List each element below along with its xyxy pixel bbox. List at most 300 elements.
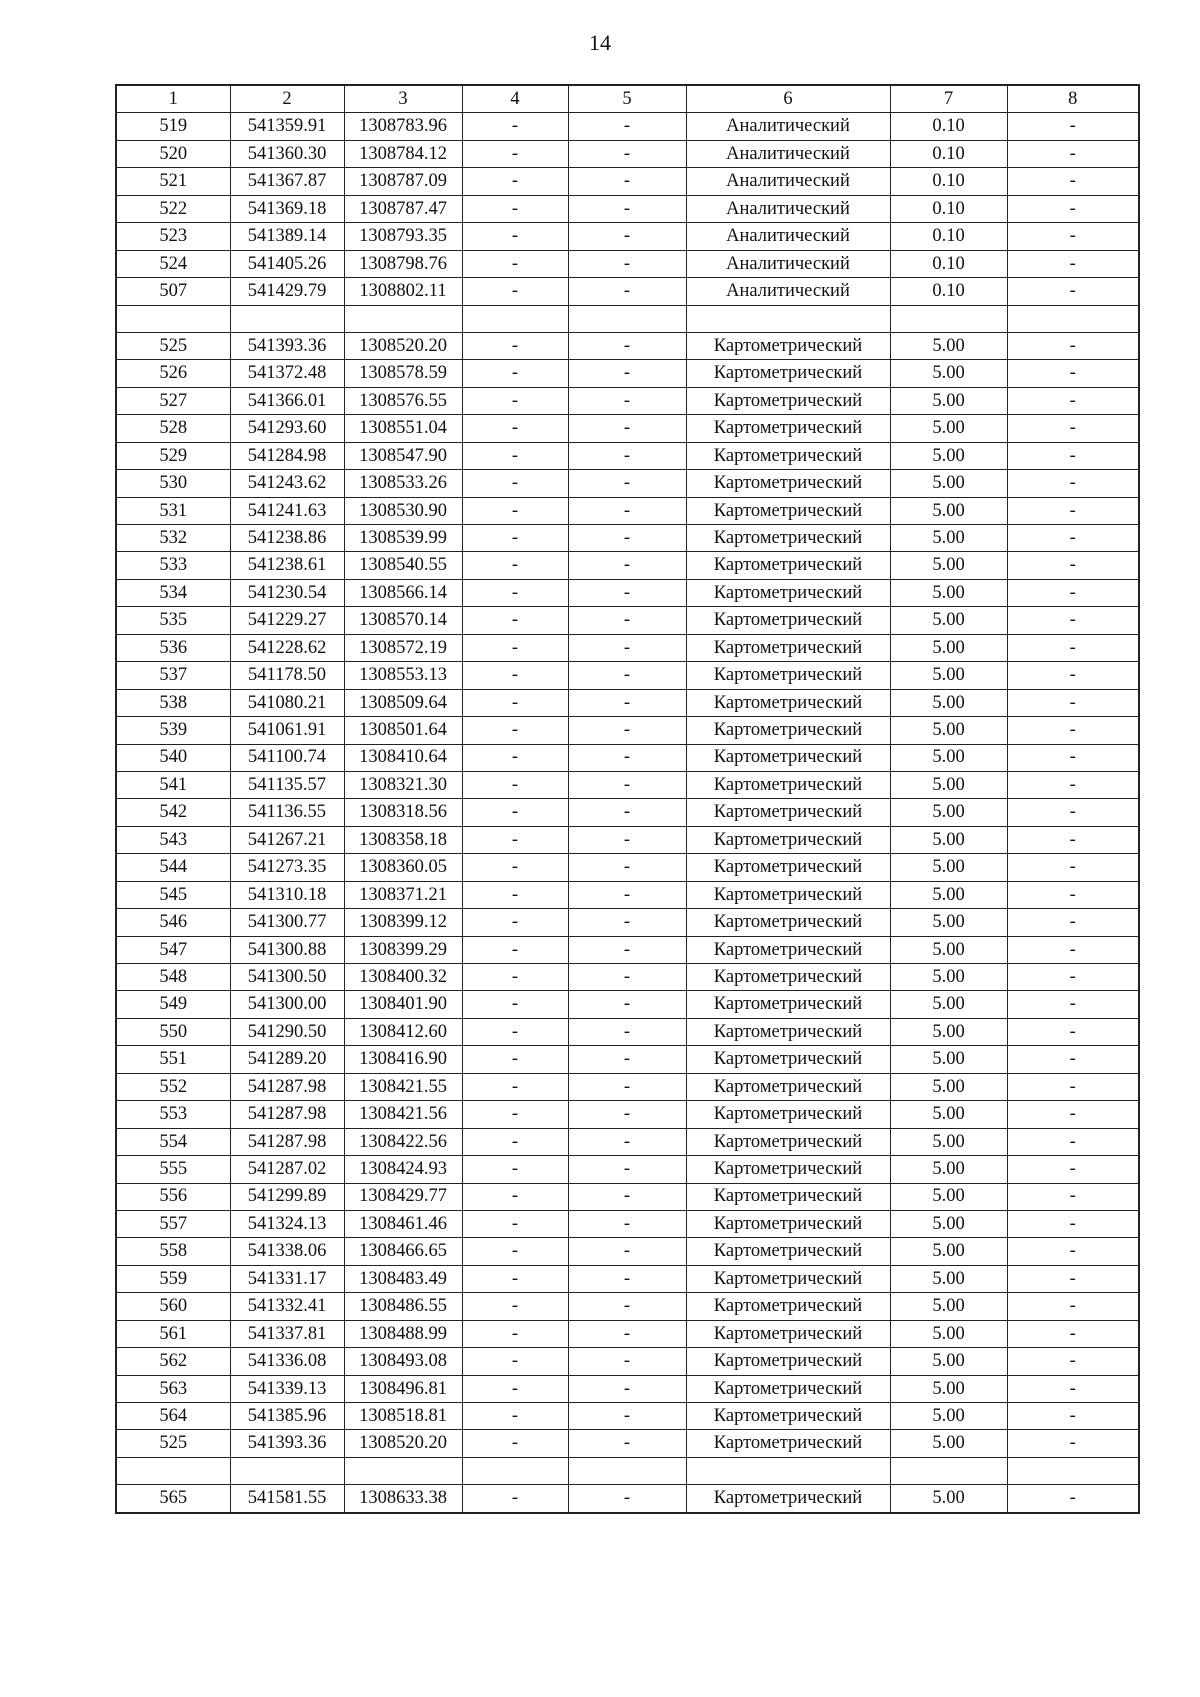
point-number-cell: 545	[116, 881, 230, 908]
col4-cell: -	[462, 1265, 568, 1292]
y-coordinate-cell: 1308547.90	[344, 442, 462, 469]
y-coordinate-cell: 1308533.26	[344, 470, 462, 497]
table-row	[116, 1375, 1139, 1402]
method-cell: Картометрический	[686, 1265, 890, 1292]
col5-cell: -	[568, 387, 686, 414]
x-coordinate-cell: 541332.41	[230, 1293, 344, 1320]
col8-cell: -	[1007, 332, 1139, 359]
col4-cell: -	[462, 1375, 568, 1402]
col4-cell: -	[462, 332, 568, 359]
col5-cell: -	[568, 1320, 686, 1347]
method-cell: Аналитический	[686, 223, 890, 250]
col5-cell: -	[568, 525, 686, 552]
y-coordinate-cell: 1308798.76	[344, 250, 462, 277]
table-row	[116, 223, 1139, 250]
method-cell: Картометрический	[686, 607, 890, 634]
point-number-cell: 523	[116, 223, 230, 250]
accuracy-cell: 5.00	[890, 552, 1007, 579]
col5-cell: -	[568, 881, 686, 908]
column-header: 8	[1007, 85, 1139, 113]
col4-cell: -	[462, 1293, 568, 1320]
y-coordinate-cell: 1308422.56	[344, 1128, 462, 1155]
col4-cell: -	[462, 799, 568, 826]
accuracy-cell: 5.00	[890, 909, 1007, 936]
x-coordinate-cell: 541178.50	[230, 662, 344, 689]
accuracy-cell: 5.00	[890, 936, 1007, 963]
y-coordinate-cell: 1308787.47	[344, 195, 462, 222]
col8-cell: -	[1007, 168, 1139, 195]
accuracy-cell: 0.10	[890, 278, 1007, 305]
point-number-cell: 520	[116, 140, 230, 167]
col5-cell: -	[568, 1293, 686, 1320]
accuracy-cell: 5.00	[890, 415, 1007, 442]
point-number-cell: 549	[116, 991, 230, 1018]
y-coordinate-cell	[344, 305, 462, 332]
point-number-cell: 548	[116, 964, 230, 991]
method-cell: Картометрический	[686, 1485, 890, 1513]
table-row	[116, 1183, 1139, 1210]
page-number: 14	[589, 30, 611, 55]
col4-cell: -	[462, 1128, 568, 1155]
col8-cell: -	[1007, 442, 1139, 469]
col4-cell: -	[462, 470, 568, 497]
y-coordinate-cell: 1308400.32	[344, 964, 462, 991]
accuracy-cell: 5.00	[890, 1348, 1007, 1375]
y-coordinate-cell: 1308530.90	[344, 497, 462, 524]
accuracy-cell: 5.00	[890, 991, 1007, 1018]
table-row	[116, 607, 1139, 634]
table-row	[116, 1210, 1139, 1237]
point-number-cell: 531	[116, 497, 230, 524]
x-coordinate-cell: 541229.27	[230, 607, 344, 634]
table-row	[116, 1293, 1139, 1320]
point-number-cell: 556	[116, 1183, 230, 1210]
table-row	[116, 470, 1139, 497]
col8-cell: -	[1007, 1430, 1139, 1457]
col4-cell: -	[462, 634, 568, 661]
col8-cell: -	[1007, 771, 1139, 798]
y-coordinate-cell: 1308566.14	[344, 579, 462, 606]
col5-cell: -	[568, 278, 686, 305]
method-cell	[686, 1457, 890, 1484]
col4-cell: -	[462, 113, 568, 140]
method-cell: Картометрический	[686, 415, 890, 442]
x-coordinate-cell: 541273.35	[230, 854, 344, 881]
col8-cell: -	[1007, 689, 1139, 716]
x-coordinate-cell: 541300.88	[230, 936, 344, 963]
y-coordinate-cell: 1308318.56	[344, 799, 462, 826]
method-cell: Картометрический	[686, 552, 890, 579]
column-header: 5	[568, 85, 686, 113]
col8-cell: -	[1007, 964, 1139, 991]
x-coordinate-cell: 541289.20	[230, 1046, 344, 1073]
col8-cell: -	[1007, 579, 1139, 606]
accuracy-cell: 5.00	[890, 525, 1007, 552]
col8-cell: -	[1007, 113, 1139, 140]
accuracy-cell: 5.00	[890, 607, 1007, 634]
col8-cell: -	[1007, 717, 1139, 744]
accuracy-cell: 5.00	[890, 1293, 1007, 1320]
method-cell	[686, 305, 890, 332]
col5-cell: -	[568, 579, 686, 606]
method-cell: Картометрический	[686, 1348, 890, 1375]
col5-cell	[568, 305, 686, 332]
method-cell: Картометрический	[686, 1375, 890, 1402]
method-cell: Картометрический	[686, 525, 890, 552]
y-coordinate-cell: 1308321.30	[344, 771, 462, 798]
col4-cell: -	[462, 1018, 568, 1045]
column-header: 7	[890, 85, 1007, 113]
accuracy-cell: 5.00	[890, 1320, 1007, 1347]
table-row	[116, 717, 1139, 744]
col8-cell: -	[1007, 1101, 1139, 1128]
col8-cell: -	[1007, 1156, 1139, 1183]
y-coordinate-cell: 1308401.90	[344, 991, 462, 1018]
x-coordinate-cell: 541405.26	[230, 250, 344, 277]
x-coordinate-cell: 541359.91	[230, 113, 344, 140]
col5-cell: -	[568, 1403, 686, 1430]
col4-cell: -	[462, 964, 568, 991]
x-coordinate-cell: 541393.36	[230, 1430, 344, 1457]
method-cell: Картометрический	[686, 909, 890, 936]
point-number-cell: 530	[116, 470, 230, 497]
method-cell: Картометрический	[686, 771, 890, 798]
x-coordinate-cell: 541331.17	[230, 1265, 344, 1292]
y-coordinate-cell: 1308421.55	[344, 1073, 462, 1100]
col8-cell: -	[1007, 1073, 1139, 1100]
col5-cell: -	[568, 936, 686, 963]
col4-cell: -	[462, 1238, 568, 1265]
point-number-cell: 538	[116, 689, 230, 716]
table-row	[116, 1018, 1139, 1045]
accuracy-cell: 5.00	[890, 1018, 1007, 1045]
x-coordinate-cell: 541230.54	[230, 579, 344, 606]
point-number-cell: 537	[116, 662, 230, 689]
method-cell: Картометрический	[686, 964, 890, 991]
method-cell: Аналитический	[686, 168, 890, 195]
table-row	[116, 936, 1139, 963]
y-coordinate-cell: 1308576.55	[344, 387, 462, 414]
accuracy-cell: 5.00	[890, 964, 1007, 991]
col4-cell: -	[462, 442, 568, 469]
x-coordinate-cell: 541366.01	[230, 387, 344, 414]
y-coordinate-cell: 1308360.05	[344, 854, 462, 881]
col8-cell: -	[1007, 1403, 1139, 1430]
col4-cell: -	[462, 278, 568, 305]
point-number-cell: 565	[116, 1485, 230, 1513]
method-cell: Картометрический	[686, 1018, 890, 1045]
col4-cell: -	[462, 689, 568, 716]
y-coordinate-cell: 1308486.55	[344, 1293, 462, 1320]
point-number-cell: 521	[116, 168, 230, 195]
x-coordinate-cell: 541372.48	[230, 360, 344, 387]
x-coordinate-cell: 541228.62	[230, 634, 344, 661]
col8-cell: -	[1007, 1320, 1139, 1347]
accuracy-cell: 5.00	[890, 1403, 1007, 1430]
method-cell: Картометрический	[686, 442, 890, 469]
method-cell: Картометрический	[686, 689, 890, 716]
accuracy-cell: 5.00	[890, 442, 1007, 469]
table-row	[116, 552, 1139, 579]
col5-cell: -	[568, 1183, 686, 1210]
col8-cell: -	[1007, 634, 1139, 661]
col4-cell: -	[462, 662, 568, 689]
col8-cell: -	[1007, 854, 1139, 881]
accuracy-cell: 5.00	[890, 387, 1007, 414]
col8-cell: -	[1007, 525, 1139, 552]
point-number-cell: 525	[116, 1430, 230, 1457]
col5-cell: -	[568, 854, 686, 881]
col5-cell	[568, 1457, 686, 1484]
col5-cell: -	[568, 1046, 686, 1073]
col8-cell: -	[1007, 1128, 1139, 1155]
y-coordinate-cell: 1308421.56	[344, 1101, 462, 1128]
accuracy-cell: 5.00	[890, 470, 1007, 497]
accuracy-cell: 5.00	[890, 771, 1007, 798]
col8-cell: -	[1007, 250, 1139, 277]
col4-cell: -	[462, 195, 568, 222]
col8-cell: -	[1007, 415, 1139, 442]
table-row	[116, 881, 1139, 908]
table-row	[116, 1046, 1139, 1073]
y-coordinate-cell: 1308787.09	[344, 168, 462, 195]
y-coordinate-cell: 1308793.35	[344, 223, 462, 250]
y-coordinate-cell: 1308399.12	[344, 909, 462, 936]
table-row	[116, 442, 1139, 469]
y-coordinate-cell: 1308371.21	[344, 881, 462, 908]
col5-cell: -	[568, 442, 686, 469]
method-cell: Картометрический	[686, 1238, 890, 1265]
y-coordinate-cell: 1308784.12	[344, 140, 462, 167]
col4-cell: -	[462, 1101, 568, 1128]
method-cell: Картометрический	[686, 1293, 890, 1320]
col5-cell: -	[568, 717, 686, 744]
accuracy-cell: 5.00	[890, 1210, 1007, 1237]
point-number-cell: 526	[116, 360, 230, 387]
col5-cell: -	[568, 1156, 686, 1183]
y-coordinate-cell: 1308553.13	[344, 662, 462, 689]
point-number-cell: 524	[116, 250, 230, 277]
col5-cell: -	[568, 634, 686, 661]
col4-cell: -	[462, 1320, 568, 1347]
separator-row	[116, 1457, 1139, 1484]
point-number-cell: 547	[116, 936, 230, 963]
method-cell: Картометрический	[686, 854, 890, 881]
col4-cell: -	[462, 744, 568, 771]
column-header: 6	[686, 85, 890, 113]
col4-cell: -	[462, 250, 568, 277]
x-coordinate-cell: 541339.13	[230, 1375, 344, 1402]
method-cell: Картометрический	[686, 497, 890, 524]
point-number-cell: 540	[116, 744, 230, 771]
x-coordinate-cell: 541300.77	[230, 909, 344, 936]
col5-cell: -	[568, 1101, 686, 1128]
table-row	[116, 1348, 1139, 1375]
point-number-cell: 543	[116, 826, 230, 853]
col8-cell: -	[1007, 1238, 1139, 1265]
y-coordinate-cell: 1308483.49	[344, 1265, 462, 1292]
col8-cell: -	[1007, 1210, 1139, 1237]
x-coordinate-cell: 541300.00	[230, 991, 344, 1018]
method-cell: Картометрический	[686, 1128, 890, 1155]
x-coordinate-cell: 541287.98	[230, 1101, 344, 1128]
point-number-cell: 551	[116, 1046, 230, 1073]
col8-cell: -	[1007, 744, 1139, 771]
accuracy-cell: 5.00	[890, 1485, 1007, 1513]
x-coordinate-cell: 541324.13	[230, 1210, 344, 1237]
table-row	[116, 1265, 1139, 1292]
x-coordinate-cell: 541293.60	[230, 415, 344, 442]
table-row	[116, 1128, 1139, 1155]
column-header: 2	[230, 85, 344, 113]
method-cell: Картометрический	[686, 1403, 890, 1430]
accuracy-cell: 5.00	[890, 662, 1007, 689]
point-number-cell	[116, 1457, 230, 1484]
col4-cell: -	[462, 387, 568, 414]
y-coordinate-cell: 1308572.19	[344, 634, 462, 661]
column-header: 1	[116, 85, 230, 113]
col8-cell: -	[1007, 1293, 1139, 1320]
col4-cell: -	[462, 223, 568, 250]
col5-cell: -	[568, 1210, 686, 1237]
col8-cell: -	[1007, 195, 1139, 222]
accuracy-cell: 5.00	[890, 1046, 1007, 1073]
table-row	[116, 662, 1139, 689]
col5-cell: -	[568, 1238, 686, 1265]
col8-cell	[1007, 1457, 1139, 1484]
x-coordinate-cell: 541300.50	[230, 964, 344, 991]
x-coordinate-cell: 541385.96	[230, 1403, 344, 1430]
accuracy-cell: 5.00	[890, 1073, 1007, 1100]
col8-cell: -	[1007, 497, 1139, 524]
col5-cell: -	[568, 470, 686, 497]
point-number-cell: 528	[116, 415, 230, 442]
method-cell: Картометрический	[686, 634, 890, 661]
accuracy-cell: 0.10	[890, 140, 1007, 167]
col8-cell: -	[1007, 1046, 1139, 1073]
x-coordinate-cell: 541135.57	[230, 771, 344, 798]
col5-cell: -	[568, 607, 686, 634]
accuracy-cell: 5.00	[890, 854, 1007, 881]
accuracy-cell: 5.00	[890, 689, 1007, 716]
method-cell: Картометрический	[686, 360, 890, 387]
accuracy-cell: 5.00	[890, 1128, 1007, 1155]
accuracy-cell: 5.00	[890, 744, 1007, 771]
method-cell: Картометрический	[686, 1046, 890, 1073]
col4-cell: -	[462, 607, 568, 634]
col5-cell: -	[568, 250, 686, 277]
col5-cell: -	[568, 195, 686, 222]
accuracy-cell: 5.00	[890, 1375, 1007, 1402]
y-coordinate-cell: 1308399.29	[344, 936, 462, 963]
x-coordinate-cell: 541367.87	[230, 168, 344, 195]
accuracy-cell: 5.00	[890, 497, 1007, 524]
accuracy-cell: 0.10	[890, 168, 1007, 195]
col5-cell: -	[568, 909, 686, 936]
y-coordinate-cell: 1308570.14	[344, 607, 462, 634]
x-coordinate-cell: 541243.62	[230, 470, 344, 497]
y-coordinate-cell: 1308802.11	[344, 278, 462, 305]
col8-cell: -	[1007, 607, 1139, 634]
y-coordinate-cell: 1308509.64	[344, 689, 462, 716]
col4-cell: -	[462, 881, 568, 908]
x-coordinate-cell: 541287.98	[230, 1128, 344, 1155]
y-coordinate-cell: 1308416.90	[344, 1046, 462, 1073]
method-cell: Картометрический	[686, 881, 890, 908]
point-number-cell: 536	[116, 634, 230, 661]
col4-cell: -	[462, 415, 568, 442]
x-coordinate-cell: 541336.08	[230, 1348, 344, 1375]
method-cell: Картометрический	[686, 1101, 890, 1128]
col5-cell: -	[568, 1485, 686, 1513]
point-number-cell: 562	[116, 1348, 230, 1375]
x-coordinate-cell: 541061.91	[230, 717, 344, 744]
col5-cell: -	[568, 771, 686, 798]
y-coordinate-cell: 1308518.81	[344, 1403, 462, 1430]
accuracy-cell: 5.00	[890, 1101, 1007, 1128]
table-row	[116, 1430, 1139, 1457]
col8-cell: -	[1007, 826, 1139, 853]
y-coordinate-cell: 1308539.99	[344, 525, 462, 552]
table-row	[116, 1073, 1139, 1100]
col8-cell: -	[1007, 936, 1139, 963]
point-number-cell: 552	[116, 1073, 230, 1100]
col4-cell: -	[462, 497, 568, 524]
table-row	[116, 1320, 1139, 1347]
table-row	[116, 1485, 1139, 1513]
accuracy-cell	[890, 1457, 1007, 1484]
col4-cell: -	[462, 1046, 568, 1073]
y-coordinate-cell	[344, 1457, 462, 1484]
x-coordinate-cell: 541238.86	[230, 525, 344, 552]
col4-cell: -	[462, 991, 568, 1018]
y-coordinate-cell: 1308429.77	[344, 1183, 462, 1210]
point-number-cell: 550	[116, 1018, 230, 1045]
col8-cell: -	[1007, 140, 1139, 167]
col8-cell: -	[1007, 552, 1139, 579]
col4-cell: -	[462, 552, 568, 579]
y-coordinate-cell: 1308461.46	[344, 1210, 462, 1237]
col4-cell: -	[462, 168, 568, 195]
table-row	[116, 991, 1139, 1018]
col8-cell: -	[1007, 909, 1139, 936]
point-number-cell: 558	[116, 1238, 230, 1265]
col5-cell: -	[568, 552, 686, 579]
table-row	[116, 964, 1139, 991]
method-cell: Картометрический	[686, 1430, 890, 1457]
table-body	[116, 85, 1139, 1513]
y-coordinate-cell: 1308578.59	[344, 360, 462, 387]
method-cell: Аналитический	[686, 195, 890, 222]
col4-cell: -	[462, 936, 568, 963]
col5-cell: -	[568, 1018, 686, 1045]
table-row	[116, 1156, 1139, 1183]
point-number-cell: 534	[116, 579, 230, 606]
col5-cell: -	[568, 113, 686, 140]
table-row	[116, 332, 1139, 359]
table-row	[116, 250, 1139, 277]
table-row	[116, 744, 1139, 771]
table-row	[116, 771, 1139, 798]
method-cell: Аналитический	[686, 140, 890, 167]
table-row	[116, 387, 1139, 414]
col8-cell: -	[1007, 223, 1139, 250]
col5-cell: -	[568, 689, 686, 716]
x-coordinate-cell: 541310.18	[230, 881, 344, 908]
point-number-cell: 544	[116, 854, 230, 881]
col5-cell: -	[568, 991, 686, 1018]
col4-cell: -	[462, 1485, 568, 1513]
